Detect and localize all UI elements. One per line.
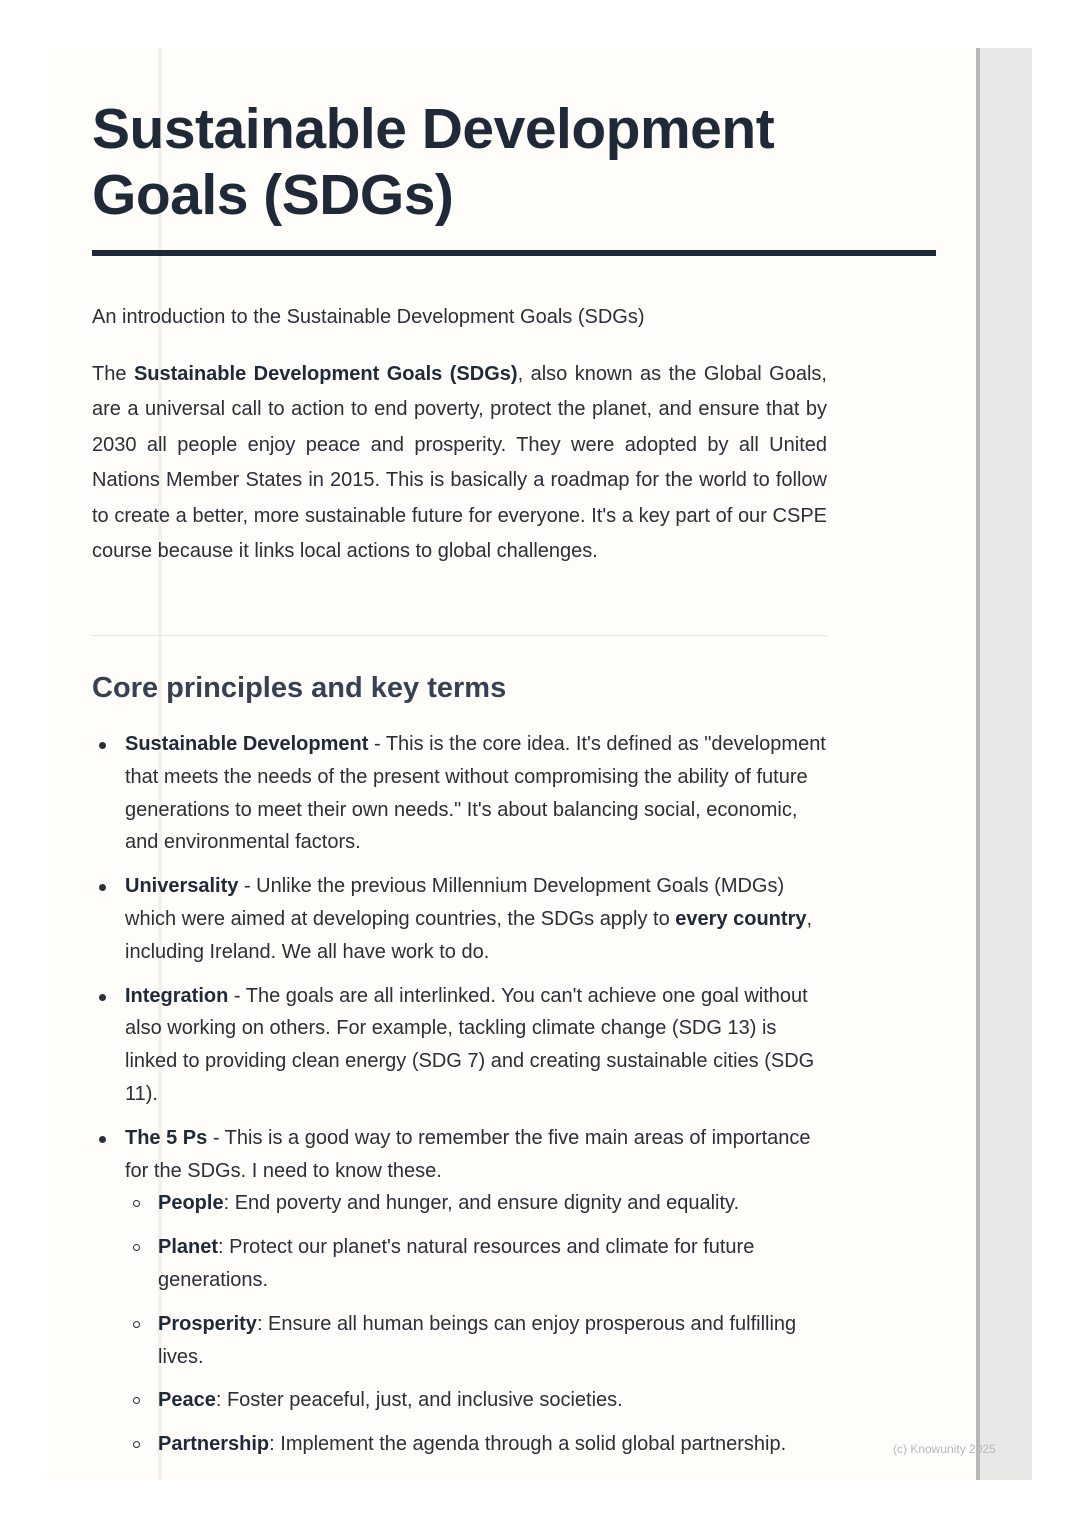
document-page xyxy=(48,48,976,1480)
list-item-five-ps xyxy=(92,1122,832,1461)
bullet-icon xyxy=(99,994,106,1001)
list-item-universality xyxy=(92,870,832,968)
circle-bullet-icon xyxy=(133,1244,140,1251)
list-item-peace xyxy=(125,1384,832,1417)
subterm-label: Prosperity xyxy=(158,1312,257,1335)
bullet-icon xyxy=(99,884,106,891)
subterm-label: Partnership xyxy=(158,1433,270,1456)
title-underline xyxy=(92,250,936,256)
term-description-end: , including Ireland. We all have work to do. xyxy=(125,907,813,963)
lead-paragraph xyxy=(92,357,827,569)
key-terms-list xyxy=(92,728,832,1472)
subterm-description: : Implement the agenda through a solid global partnership. xyxy=(269,1433,787,1456)
term-description: - The goals are all interlinked. You can't achieve one goal without also working on others. For example, tackling climate change (SDG 13) is linked to providing clean energy (SDG 7) and creating sustainable cities (SDG 11). xyxy=(125,984,815,1105)
subterm-label: People xyxy=(158,1192,224,1215)
lead-bold-term: Sustainable Development Goals (SDGs) xyxy=(133,363,518,385)
list-item-people xyxy=(125,1187,832,1220)
circle-bullet-icon xyxy=(133,1200,140,1207)
term-description: - This is a good way to remember the five main areas of importance for the SDGs. I need to know these. xyxy=(125,1126,811,1182)
subterm-description: : Protect our planet's natural resources and climate for future generations. xyxy=(158,1236,755,1291)
bullet-icon xyxy=(99,742,106,749)
subterm-description: : Ensure all human beings can enjoy prosperous and fulfilling lives. xyxy=(158,1312,797,1368)
section-heading: Core principles and key terms xyxy=(92,672,507,704)
lead-text-before: The xyxy=(92,363,134,385)
subterm-label: Planet xyxy=(158,1236,219,1259)
subterm-label: Peace xyxy=(158,1389,216,1412)
list-item-sustainable-development xyxy=(92,728,832,859)
bullet-icon xyxy=(99,1136,106,1143)
intro-text: An introduction to the Sustainable Development Goals (SDGs) xyxy=(92,306,645,328)
right-gutter xyxy=(976,48,1032,1480)
term-label: The 5 Ps xyxy=(125,1126,208,1149)
subterm-description: : End poverty and hunger, and ensure dignity and equality. xyxy=(223,1192,740,1215)
term-emphasis: every country xyxy=(675,907,807,930)
list-item-partnership xyxy=(125,1428,832,1461)
list-item-planet xyxy=(125,1231,832,1297)
circle-bullet-icon xyxy=(133,1397,140,1404)
term-label: Integration xyxy=(125,984,229,1007)
list-item-integration xyxy=(92,980,832,1111)
copyright-watermark: (c) Knowunity 2025 xyxy=(893,1442,996,1456)
circle-bullet-icon xyxy=(133,1321,140,1328)
five-ps-list xyxy=(125,1187,832,1461)
term-description: - This is the core idea. It's defined as "development that meets the needs of the present without compromising the ability of future generations to meet their own needs." It's about balancing social, economic, and environmental factors. xyxy=(125,733,826,854)
lead-text-after: , also known as the Global Goals, are a universal call to action to end poverty, protect the planet, and ensure that by 2030 all people enjoy peace and prosperity. They were adopted by all United Nations Member States in 2015. This is basically a roadmap for the world to follow to create a better, more sustainable future for everyone. It's a key part of our CSPE course because it links local actions to global challenges. xyxy=(92,363,827,563)
circle-bullet-icon xyxy=(133,1441,140,1448)
subterm-description: : Foster peaceful, just, and inclusive societies. xyxy=(215,1389,623,1412)
term-description: - Unlike the previous Millennium Development Goals (MDGs) which were aimed at developing countries, the SDGs apply to xyxy=(125,875,785,930)
page-title: Sustainable Development Goals (SDGs) xyxy=(92,97,775,227)
list-item-prosperity xyxy=(125,1308,832,1374)
term-label: Universality xyxy=(125,875,239,898)
term-label: Sustainable Development xyxy=(125,733,369,755)
section-divider xyxy=(92,635,827,636)
